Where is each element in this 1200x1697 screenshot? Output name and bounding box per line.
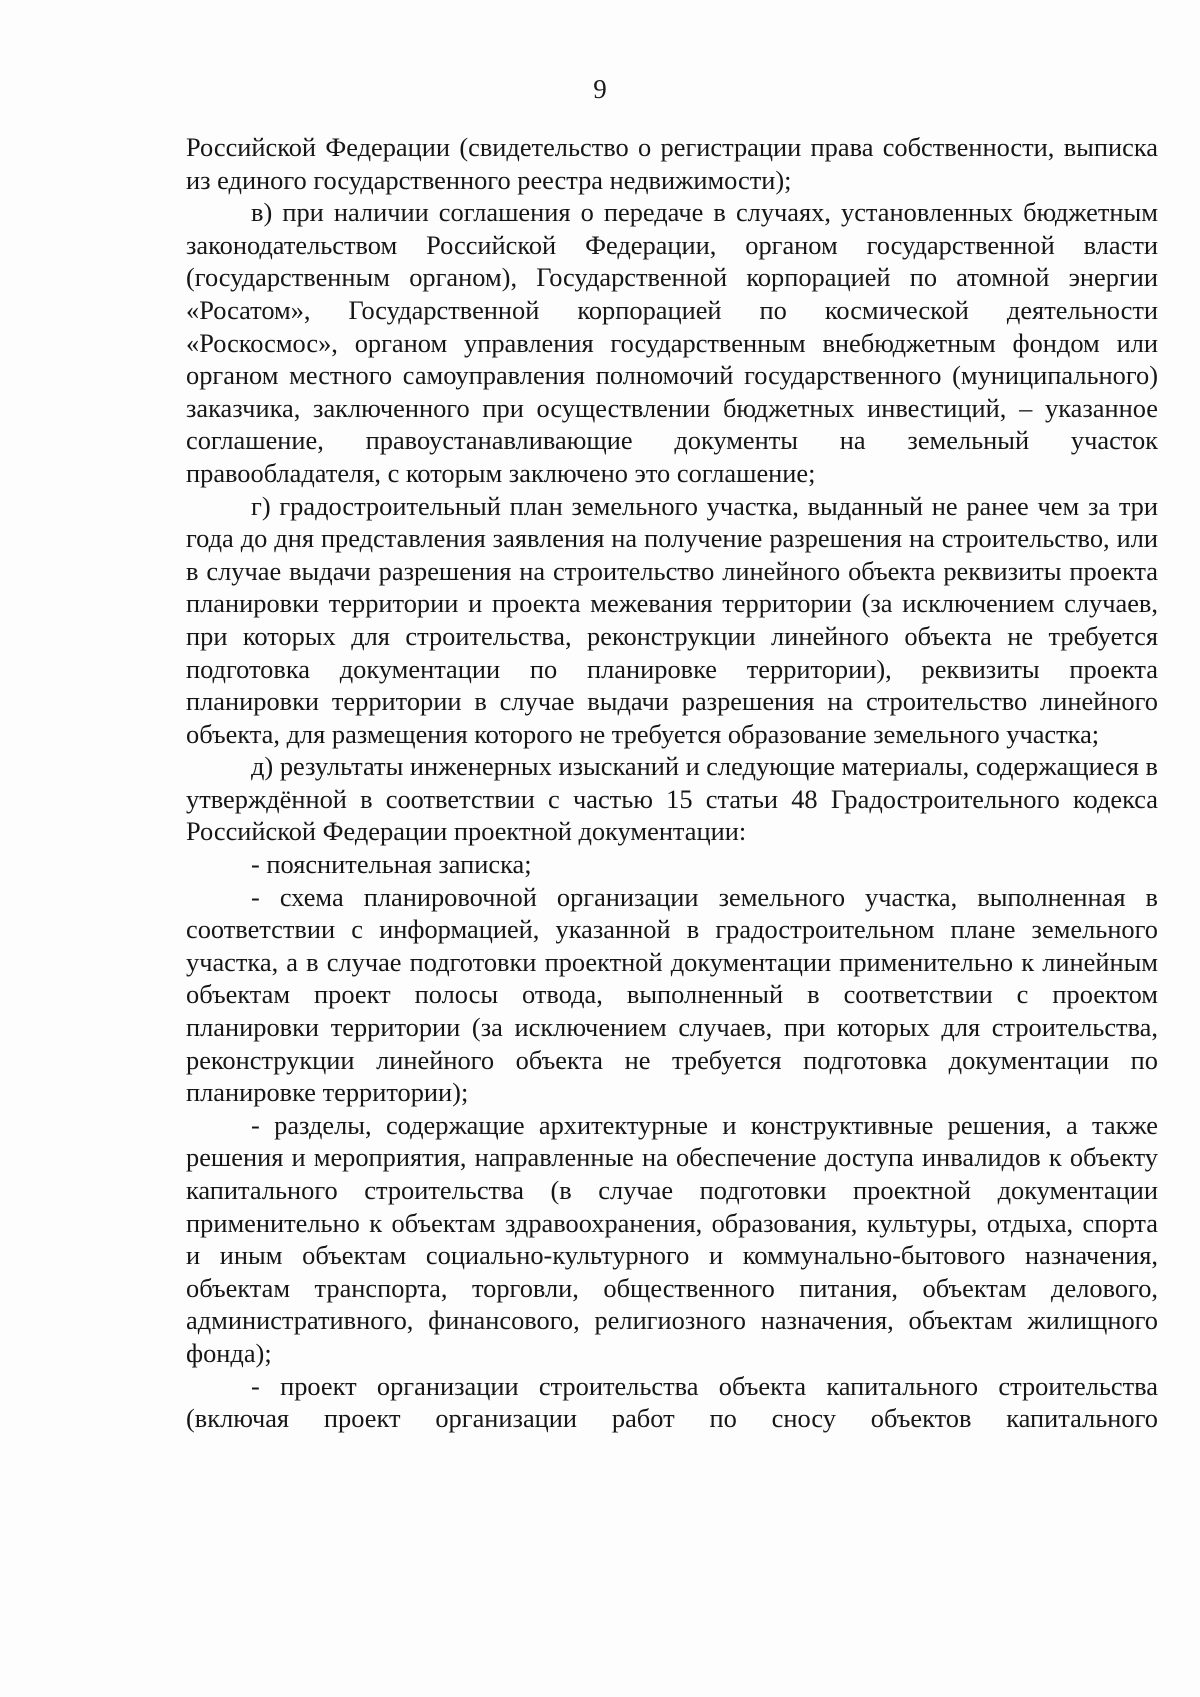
- paragraph-item-d: д) результаты инженерных изысканий и следующие материалы, содержащиеся в утверждённой в соответствии с частью 15 статьи 48 Градостроительного кодекса Российской Федерации проектной документации:: [186, 751, 1158, 847]
- list-item-site-plan: - схема планировочной организации земельного участка, выполненная в соответствии с информацией, указанной в градостроительном плане земельного участка, а в случае подготовки проектной документации применительно к линейным объектам проект полосы отвода, выполненный в соответствии с проектом планировки территории (за исключением случаев, при которых для строительства, реконструкции линейного объекта не требуется подготовка документации по планировке территории);: [186, 881, 1158, 1108]
- paragraph-item-v: в) при наличии соглашения о передаче в случаях, установленных бюджетным законодательством Российской Федерации, органом государственной власти (государственным органом), Государственной корпорацией по атомной энергии «Росатом», Государственной корпорацией по космической деятельности «Роскосмос», органом управления государственным внебюджетным фондом или органом местного самоуправления полномочий государственного (муниципального) заказчика, заключенного при осуществлении бюджетных инвестиций, – указанное соглашение, правоустанавливающие документы на земельный участок правообладателя, с которым заключено это соглашение;: [186, 197, 1158, 488]
- list-item-architectural-sections: - разделы, содержащие архитектурные и конструктивные решения, а также решения и мероприятия, направленные на обеспечение доступа инвалидов к объекту капитального строительства (в случае подготовки проектной документации применительно к объектам здравоохранения, образования, культуры, отдыха, спорта и иным объектам социально-культурного и коммунально-бытового назначения, объектам транспорта, торговли, общественного питания, объектам делового, административного, финансового, религиозного назначения, объектам жилищного фонда);: [186, 1109, 1158, 1368]
- list-item-explanatory-note: - пояснительная записка;: [251, 849, 532, 880]
- body-text: [186, 131, 1158, 1435]
- page-number: 9: [593, 74, 607, 104]
- list-item-construction-project: - проект организации строительства объекта капитального строительства (включая проект организации работ по сносу объектов капитального: [186, 1370, 1158, 1434]
- paragraph-continuation: Российской Федерации (свидетельство о регистрации права собственности, выписка из единого государственного реестра недвижимости);: [186, 132, 1158, 195]
- paragraph-item-g: г) градостроительный план земельного участка, выданный не ранее чем за три года до дня представления заявления на получение разрешения на строительство, или в случае выдачи разрешения на строительство линейного объекта реквизиты проекта планировки территории и проекта межевания территории (за исключением случаев, при которых для строительства, реконструкции линейного объекта не требуется подготовка документации по планировке территории), реквизиты проекта планировки территории в случае выдачи разрешения на строительство линейного объекта, для размещения которого не требуется образование земельного участка;: [186, 490, 1158, 749]
